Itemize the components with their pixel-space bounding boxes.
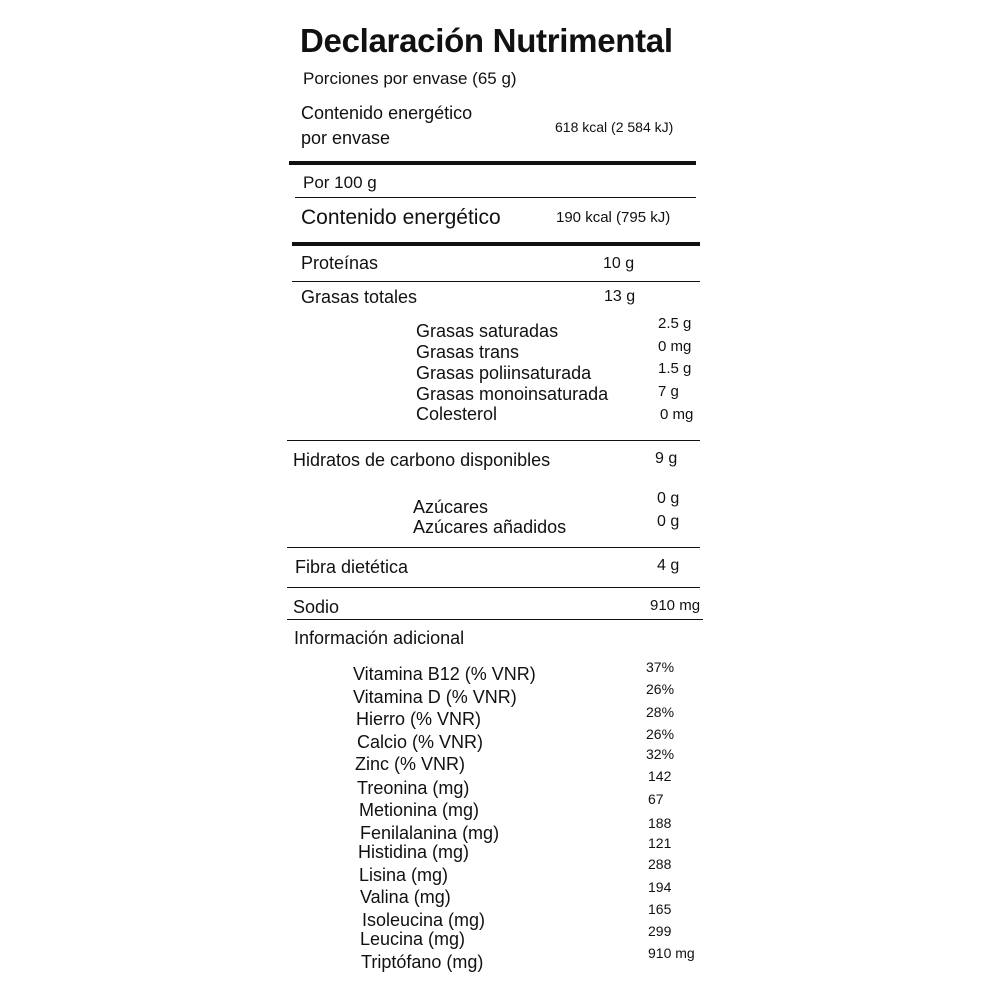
divider (287, 440, 700, 441)
additional-item-value: 26% (646, 726, 675, 742)
additional-item-label: Hierro (% VNR) (356, 709, 482, 729)
additional-item-label: Isoleucina (mg) (362, 910, 486, 930)
added-sugars-label: Azúcares añadidos (413, 517, 567, 537)
sodium-label: Sodio (293, 597, 340, 617)
additional-item-value: 32% (646, 746, 675, 762)
cholesterol-value: 0 mg (660, 406, 694, 423)
additional-item-value: 288 (648, 856, 672, 872)
additional-item-label: Triptófano (mg) (361, 952, 484, 972)
sodium-value: 910 mg (650, 597, 701, 614)
additional-item-value: 165 (648, 901, 672, 917)
additional-item-label: Vitamina B12 (% VNR) (353, 664, 536, 684)
trans-fat-label: Grasas trans (416, 342, 520, 362)
additional-info-label: Información adicional (294, 628, 465, 648)
polyunsaturated-fat-label: Grasas poliinsaturada (416, 363, 592, 383)
total-fat-value: 13 g (604, 288, 636, 305)
additional-item-value: 67 (648, 791, 664, 807)
energy-package-label-1: Contenido energético (301, 103, 473, 123)
divider (295, 197, 696, 198)
energy-package-label-2: por envase (301, 128, 391, 148)
divider (287, 587, 700, 588)
monounsaturated-fat-value: 7 g (658, 383, 679, 400)
divider (287, 619, 703, 620)
total-fat-label: Grasas totales (301, 287, 418, 307)
divider (292, 281, 700, 282)
saturated-fat-label: Grasas saturadas (416, 321, 559, 341)
energy-package-value: 618 kcal (2 584 kJ) (555, 119, 674, 135)
proteins-label: Proteínas (301, 253, 379, 273)
cholesterol-label: Colesterol (416, 404, 498, 424)
monounsaturated-fat-label: Grasas monoinsaturada (416, 384, 609, 404)
additional-item-value: 299 (648, 923, 672, 939)
page-title: Declaración Nutrimental (300, 22, 673, 59)
additional-item-label: Treonina (mg) (357, 778, 470, 798)
per-100g-label: Por 100 g (303, 173, 377, 192)
additional-item-value: 28% (646, 704, 675, 720)
additional-item-value: 194 (648, 879, 672, 895)
sugars-value: 0 g (657, 490, 680, 507)
additional-item-label: Valina (mg) (360, 887, 451, 907)
trans-fat-value: 0 mg (658, 338, 692, 355)
energy-100g-value: 190 kcal (795 kJ) (556, 209, 671, 226)
additional-item-value: 26% (646, 681, 675, 697)
additional-item-label: Leucina (mg) (360, 929, 466, 949)
additional-item-label: Histidina (mg) (358, 842, 470, 862)
proteins-value: 10 g (603, 255, 635, 272)
additional-item-value: 188 (648, 815, 672, 831)
additional-item-label: Zinc (% VNR) (355, 754, 466, 774)
added-sugars-value: 0 g (657, 513, 680, 530)
additional-item-value: 142 (648, 768, 672, 784)
thick-divider (292, 242, 700, 246)
additional-item-value: 910 mg (648, 945, 695, 961)
energy-100g-label: Contenido energético (301, 206, 501, 229)
sugars-label: Azúcares (413, 497, 489, 517)
saturated-fat-value: 2.5 g (658, 315, 692, 332)
additional-item-label: Lisina (mg) (359, 865, 449, 885)
additional-item-value: 37% (646, 659, 675, 675)
fiber-value: 4 g (657, 557, 680, 574)
additional-item-label: Fenilalanina (mg) (360, 823, 500, 843)
fiber-label: Fibra dietética (295, 557, 409, 577)
polyunsaturated-fat-value: 1.5 g (658, 360, 692, 377)
carbs-value: 9 g (655, 450, 678, 467)
additional-item-value: 121 (648, 835, 672, 851)
additional-item-label: Metionina (mg) (359, 800, 480, 820)
additional-item-label: Calcio (% VNR) (357, 732, 484, 752)
servings-label: Porciones por envase (65 g) (303, 69, 517, 88)
divider (287, 547, 700, 548)
thick-divider (289, 161, 696, 165)
carbs-label: Hidratos de carbono disponibles (293, 450, 551, 470)
additional-item-label: Vitamina D (% VNR) (353, 687, 517, 707)
